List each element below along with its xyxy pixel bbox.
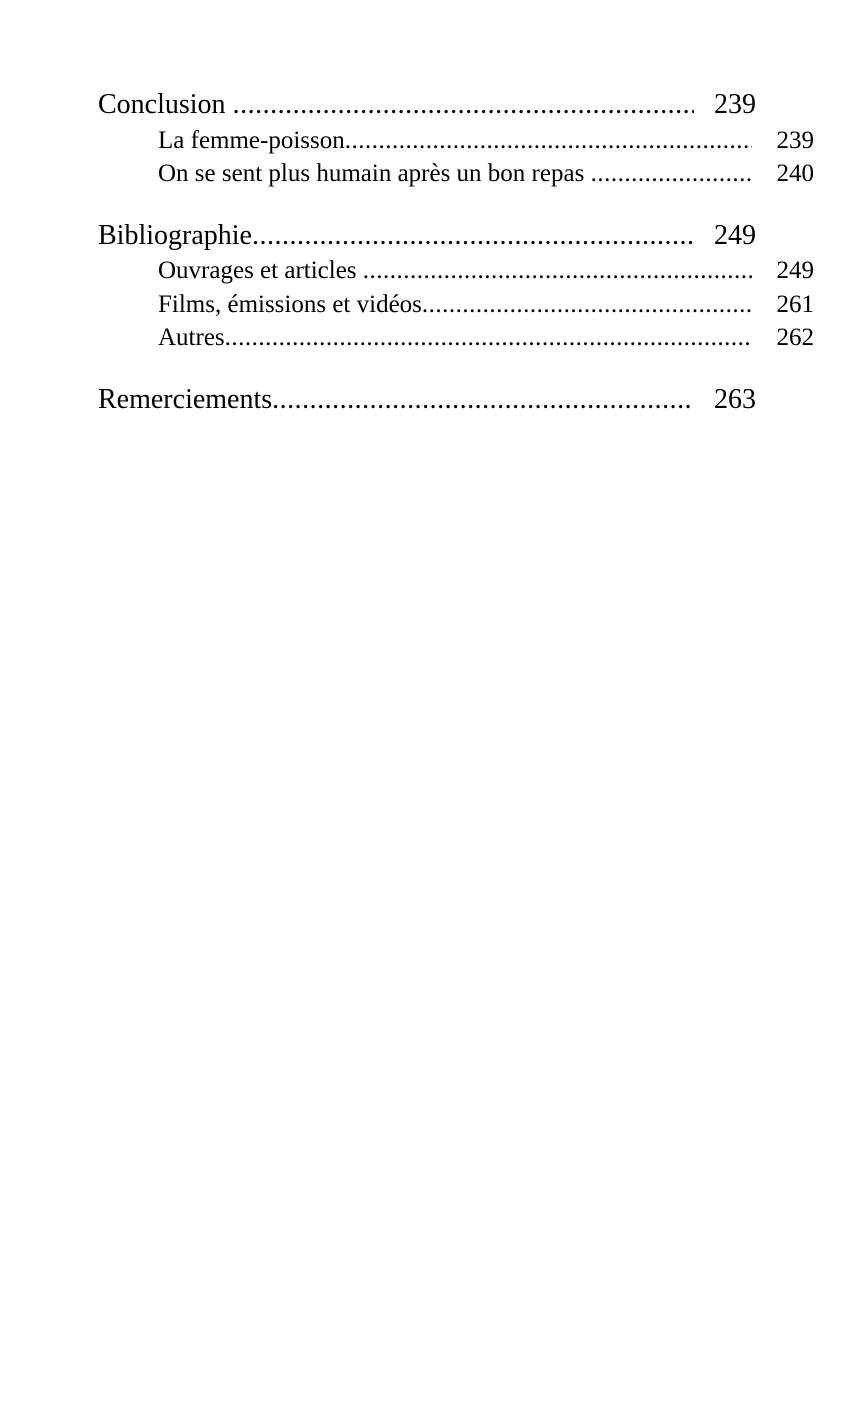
toc-entry-page: 262: [776, 324, 814, 352]
toc-group: [98, 381, 756, 419]
table-of-contents: [98, 86, 814, 418]
toc-entry-title: Conclusion: [98, 89, 233, 120]
toc-entry-page: 239: [714, 89, 756, 120]
toc-group: [98, 217, 814, 355]
toc-entry[interactable]: [98, 321, 816, 355]
toc-leader-dots: [363, 254, 752, 288]
toc-entry-title: Bibliographie: [98, 219, 252, 251]
toc-entry[interactable]: [98, 157, 816, 191]
toc-entry-page: 249: [714, 219, 756, 251]
toc-entry[interactable]: [98, 217, 756, 255]
toc-leader-dots: [233, 86, 694, 124]
toc-leader-dots: [345, 124, 752, 158]
toc-entry[interactable]: [98, 254, 816, 288]
toc-leader-dots: [422, 288, 752, 322]
toc-entry[interactable]: [98, 124, 816, 158]
toc-leader-dots: [252, 217, 694, 255]
toc-entry-title: Autres: [158, 324, 225, 352]
toc-entry-title: Ouvrages et articles: [158, 257, 363, 285]
toc-entry-title: Remerciements: [98, 383, 273, 415]
toc-entry[interactable]: [98, 86, 756, 124]
toc-entry-page: 239: [776, 126, 814, 154]
toc-leader-dots: [225, 321, 752, 355]
toc-group: [98, 86, 814, 191]
toc-entry-page: 261: [776, 290, 814, 318]
toc-entry-page: 240: [776, 160, 814, 188]
toc-entry-title: Films, émissions et vidéos: [158, 290, 422, 318]
toc-entry-page: 249: [776, 257, 814, 285]
toc-leader-dots: [591, 157, 752, 191]
toc-entry-title: La femme-poisson: [158, 126, 345, 154]
toc-entry-page: 263: [714, 383, 756, 415]
toc-entry-title: On se sent plus humain après un bon repas: [158, 160, 591, 188]
toc-entry[interactable]: [98, 288, 816, 322]
toc-entry[interactable]: [98, 381, 756, 419]
toc-leader-dots: [272, 381, 694, 419]
